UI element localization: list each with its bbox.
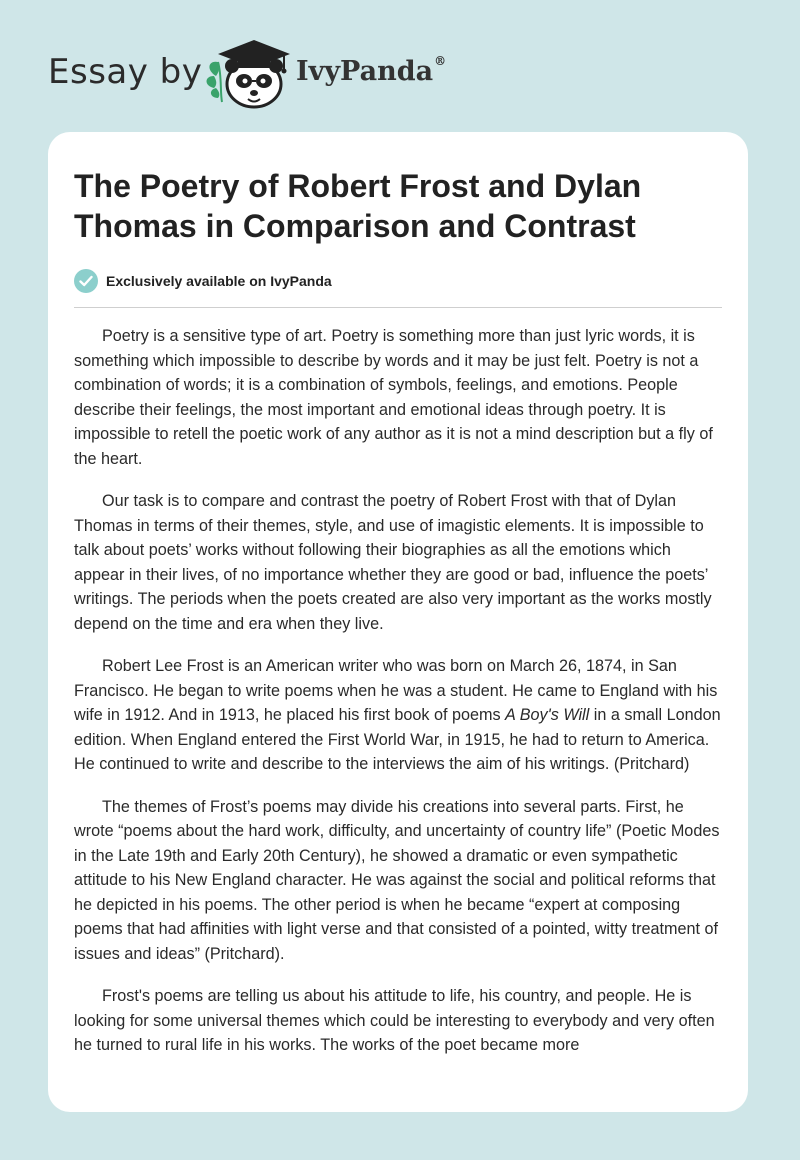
site-header <box>48 30 548 110</box>
book-title: A Boy's Will <box>505 706 590 724</box>
panda-graduation-cap-icon[interactable] <box>204 36 292 110</box>
paragraph: Frost's poems are telling us about his attitude to life, his country, and people. He is looking for some universal themes which could be interesting to everybody and very often he turned to rural life in his works. The works of the poet became more <box>74 987 715 1054</box>
registered-mark: ® <box>434 54 447 68</box>
paragraph: Robert Lee Frost is an American writer who was born on March 26, 1874, in San Francisco. He began to write poems when he was a student. He came to England with his wife in 1912. And in 1913, he placed his first book of poems A Boy's Will in a small London edition. When England entered the First World War, in 1915, he had to return to America. He continued to write and describe to the interviews the aim of his writings. (Pritchard) <box>74 657 721 773</box>
divider <box>74 307 722 308</box>
paragraph: Poetry is a sensitive type of art. Poetry is something more than just lyric words, it is something which impossible to describe by words and it may be just felt. Poetry is not a combination of words; it is a combination of symbols, feelings, and emotions. People describe their feelings, the most important and emotional ideas through poetry. It is impossible to retell the poetic work of any author as it is not a mind description but a fly of the heart. <box>74 327 713 468</box>
badge-text: Exclusively available on IvyPanda <box>106 273 332 289</box>
essay-card <box>48 132 748 1112</box>
check-circle-icon <box>74 269 98 293</box>
page-title: The Poetry of Robert Frost and Dylan Thomas in Comparison and Contrast <box>74 168 642 244</box>
paragraph: The themes of Frost’s poems may divide his creations into several parts. First, he wrote “poems about the hard work, difficulty, and uncertainty of country life” (Poetic Modes in the Late 19th and Early 20th Century), he showed a dramatic or even sympathetic attitude to his New England character. He was against the social and political reforms that he depicted in his poems. The other period is when he became “expert at composing poems that had affinities with light verse and that consisted of a pointed, witty treatment of issues and ideas” (Pritchard). <box>74 797 720 963</box>
paragraph: Our task is to compare and contrast the poetry of Robert Frost with that of Dylan Thomas in terms of their themes, style, and use of imagistic elements. It is impossible to talk about poets’ works without following their biographies as all the emotions which appear in their lives, of no importance whether they are good or bad, influence the poets’ writings. The periods when the poets created are also very important as the works mostly depend on the time and era when they live. <box>74 492 712 633</box>
essay-body <box>74 324 722 1058</box>
essay-by-label: Essay by <box>48 52 203 92</box>
brand-name[interactable]: IvyPanda® <box>296 54 447 87</box>
exclusive-badge <box>74 268 722 294</box>
